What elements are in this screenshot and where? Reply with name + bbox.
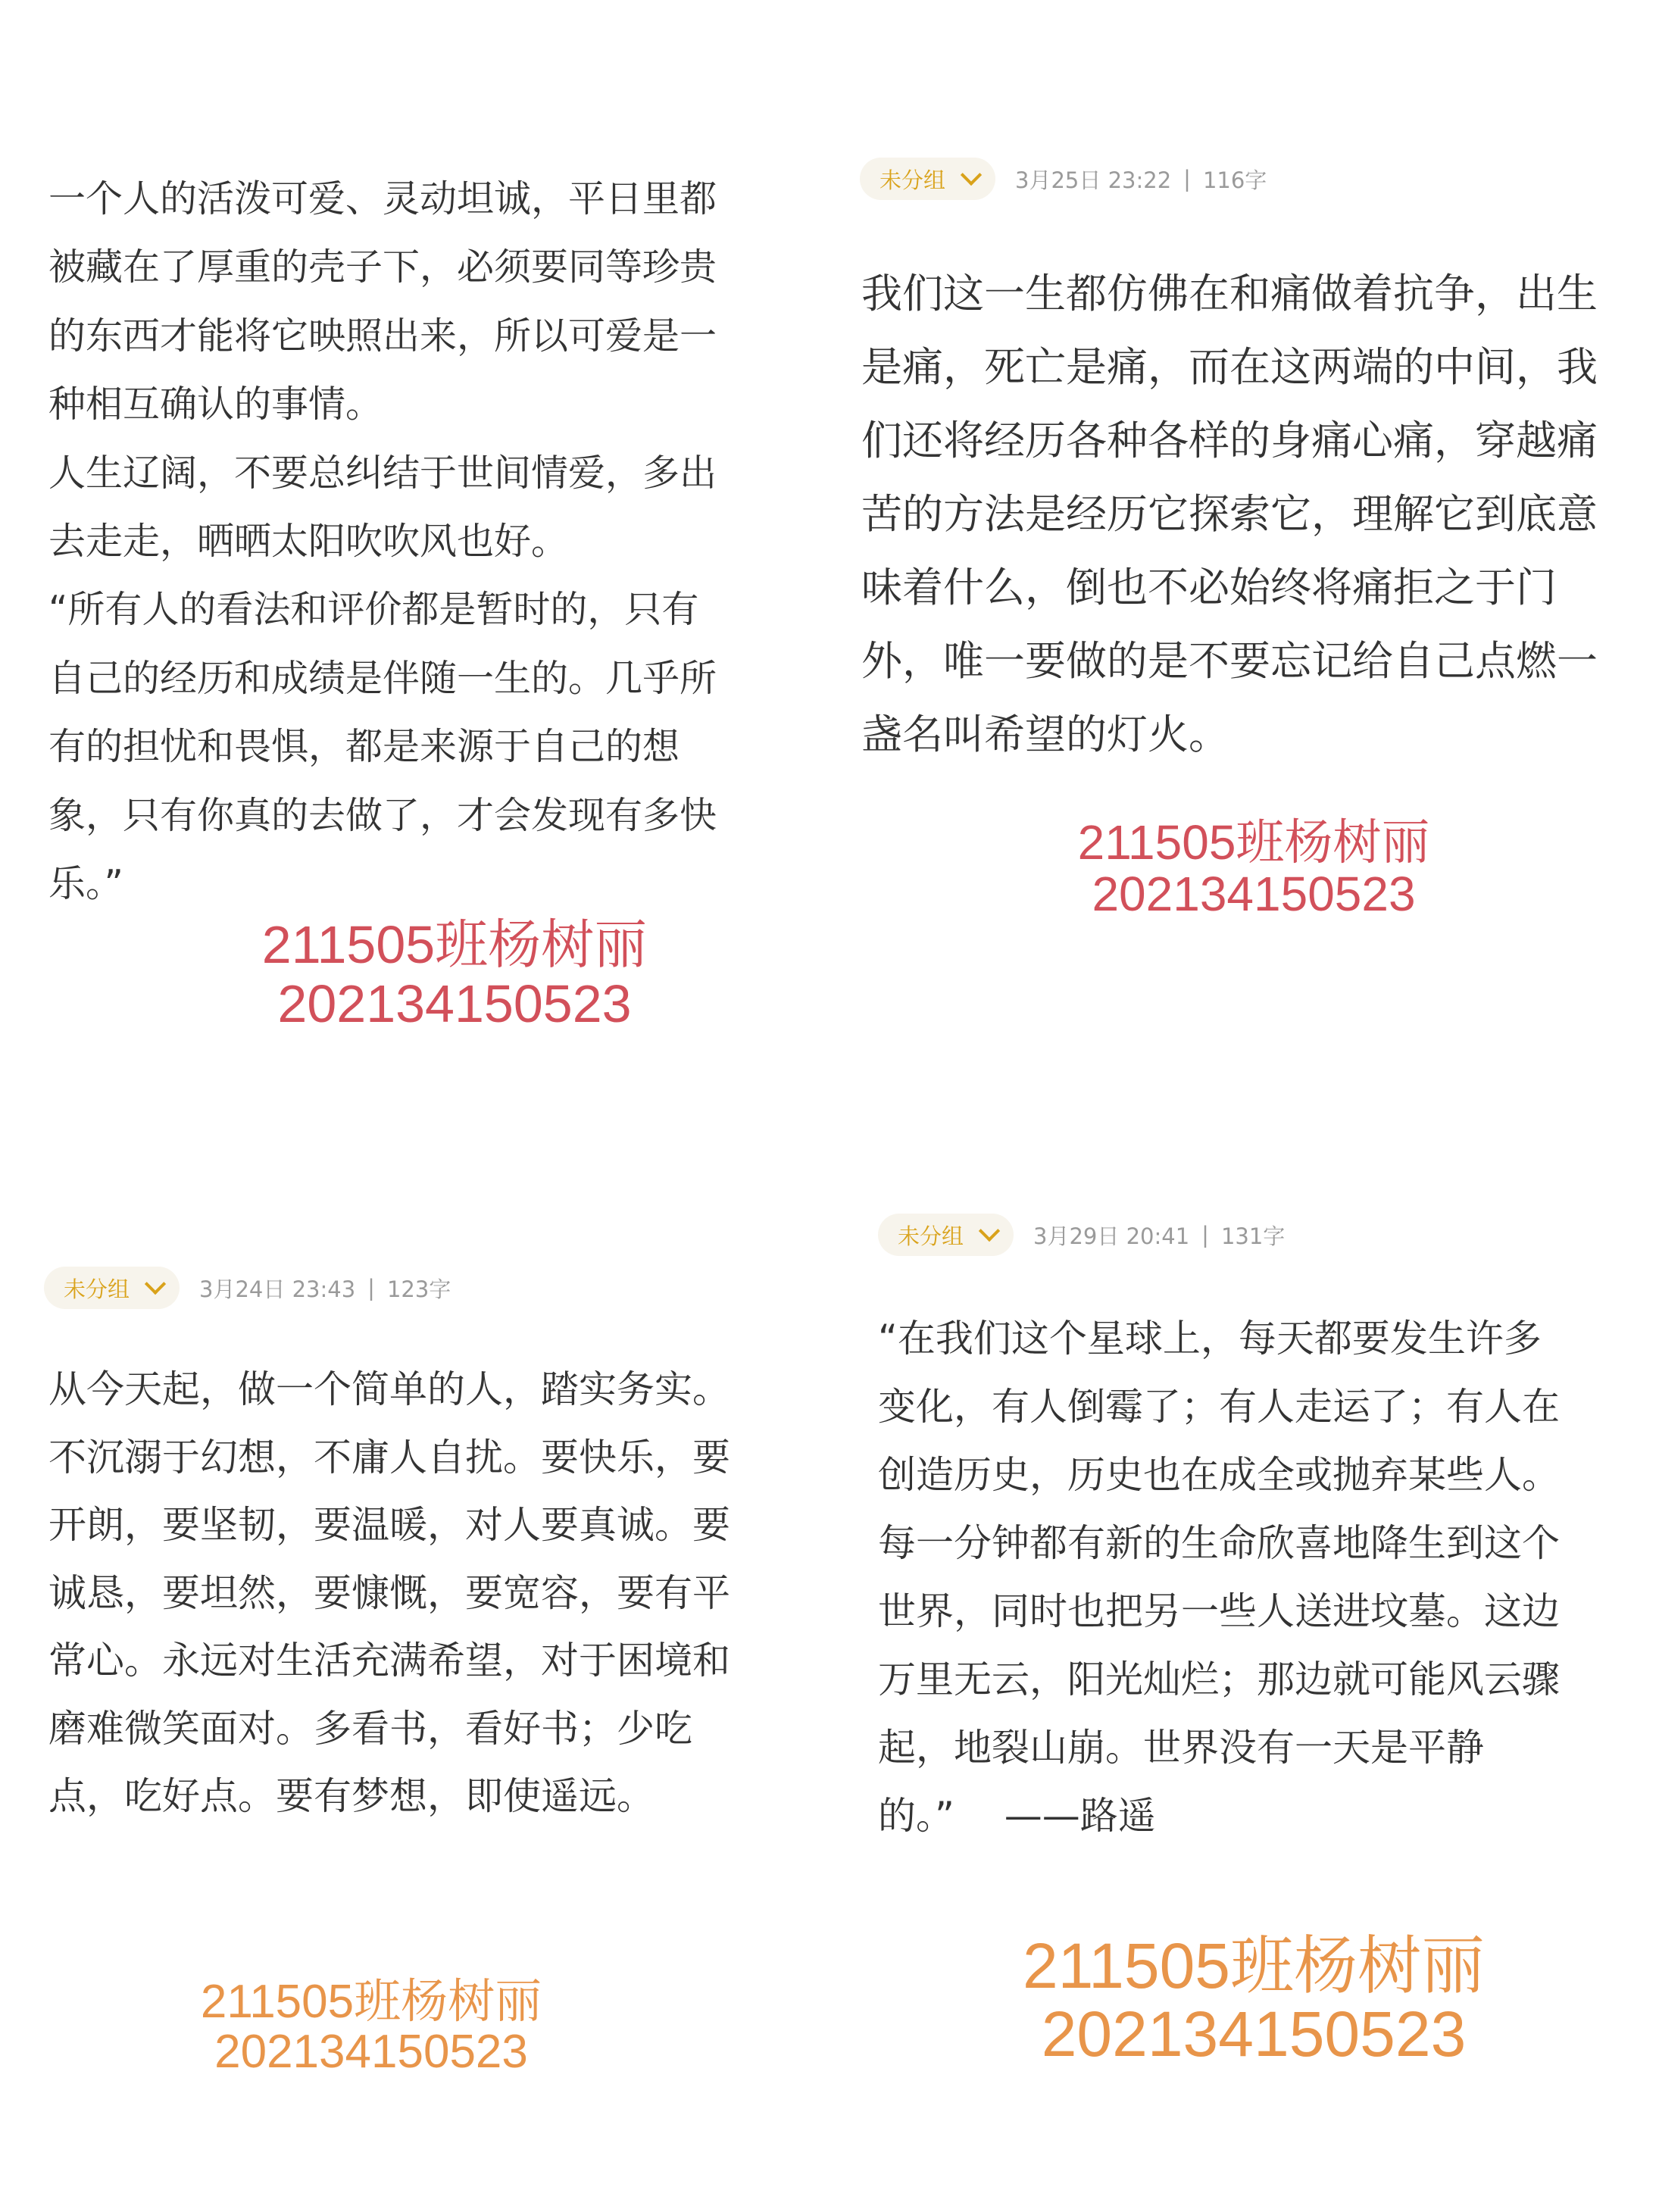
watermark-stamp xyxy=(212,915,697,1033)
note-line: 一个人的活泼可爱、灵动坦诚，平日里都 xyxy=(48,177,717,220)
stamp-student-id: 202134150523 xyxy=(1041,1998,1467,2070)
note-line: 起，地裂山崩。世界没有一天是平静 xyxy=(878,1726,1484,1770)
note-line: 每一分钟都有新的生命欣喜地降生到这个 xyxy=(878,1521,1560,1565)
note-line: 有的担忧和畏惧，都是来源于自己的想 xyxy=(48,725,680,769)
note-line: 创造历史，历史也在成全或抛弃某些人。 xyxy=(878,1453,1560,1497)
stamp-student-id: 202134150523 xyxy=(1092,867,1416,921)
stamp-class-name: 211505班杨树丽 xyxy=(1022,1930,1486,2001)
note-panel-4 xyxy=(830,1136,1659,2212)
meta-separator: | xyxy=(367,1275,375,1301)
note-line: 盏名叫希望的灯火。 xyxy=(861,711,1229,758)
group-label: 未分组 xyxy=(879,167,946,193)
note-line: 点，吃好点。要有梦想，即使遥远。 xyxy=(48,1774,655,1818)
note-line: 种相互确认的事情。 xyxy=(48,383,383,426)
group-dropdown[interactable] xyxy=(878,1214,1014,1256)
note-line: “所有人的看法和评价都是暂时的，只有 xyxy=(48,588,699,632)
note-line: 人生辽阔，不要总纠结于世间情爱，多出 xyxy=(48,451,717,495)
group-dropdown[interactable] xyxy=(860,158,995,200)
chevron-down-icon xyxy=(979,1220,1000,1242)
note-line: 从今天起，做一个简单的人，踏实务实。 xyxy=(48,1367,730,1411)
note-line: “在我们这个星球上，每天都要发生许多 xyxy=(878,1317,1542,1361)
note-line: 我们这一生都仿佛在和痛做着抗争，出生 xyxy=(861,270,1598,317)
note-line: 是痛，死亡是痛，而在这两端的中间，我 xyxy=(861,343,1598,391)
note-line: 乐。” xyxy=(48,862,123,906)
note-body xyxy=(861,257,1598,771)
note-line: 味着什么，倒也不必始终将痛拒之于门 xyxy=(861,564,1557,611)
word-count: 131字 xyxy=(1220,1223,1286,1249)
meta-separator: | xyxy=(1201,1222,1209,1248)
chevron-down-icon xyxy=(961,164,982,186)
note-line: 们还将经历各种各样的身痛心痛，穿越痛 xyxy=(861,417,1598,464)
note-line: 诚恳，要坦然，要慷慨，要宽容，要有平 xyxy=(48,1570,730,1615)
note-meta xyxy=(878,1212,1285,1258)
note-line: 被藏在了厚重的壳子下，必须要同等珍贵 xyxy=(48,245,717,289)
note-line: 外，唯一要做的是不要忘记给自己点燃一 xyxy=(861,637,1598,685)
note-panel-1 xyxy=(0,0,830,1136)
note-line: 磨难微笑面对。多看书，看好书；少吃 xyxy=(48,1706,692,1751)
group-dropdown[interactable] xyxy=(44,1267,180,1309)
stamp-class-name: 211505班杨树丽 xyxy=(200,1976,542,2028)
note-body xyxy=(878,1304,1560,1850)
word-count: 116字 xyxy=(1202,167,1267,193)
note-line: 去走走，晒晒太阳吹吹风也好。 xyxy=(48,520,569,564)
watermark-stamp xyxy=(996,1932,1511,2068)
note-datetime: 3月24日 23:43 xyxy=(199,1276,356,1302)
note-line: 万里无云，阳光灿烂；那边就可能风云骤 xyxy=(878,1657,1560,1701)
note-line: 自己的经历和成绩是伴随一生的。几乎所 xyxy=(48,656,717,700)
stamp-class-name: 211505班杨树丽 xyxy=(1077,815,1430,870)
stamp-student-id: 202134150523 xyxy=(277,974,632,1033)
note-body xyxy=(48,165,717,918)
meta-separator: | xyxy=(1183,166,1191,192)
watermark-stamp xyxy=(152,1977,591,2077)
word-count: 123字 xyxy=(386,1276,451,1302)
note-datetime: 3月29日 20:41 xyxy=(1033,1223,1190,1249)
group-label: 未分组 xyxy=(64,1276,130,1302)
note-panel-3 xyxy=(0,1136,830,2212)
group-label: 未分组 xyxy=(898,1223,964,1249)
note-line: 世界，同时也把另一些人送进坟墓。这边 xyxy=(878,1589,1560,1633)
note-panel-2 xyxy=(830,0,1659,1136)
note-datetime: 3月25日 23:22 xyxy=(1015,167,1172,193)
note-line: 象，只有你真的去做了，才会发现有多快 xyxy=(48,793,717,837)
note-line: 不沉溺于幻想，不庸人自扰。要快乐，要 xyxy=(48,1435,730,1479)
note-body xyxy=(48,1356,730,1831)
note-meta xyxy=(44,1265,451,1311)
stamp-class-name: 211505班杨树丽 xyxy=(261,915,648,974)
note-meta xyxy=(860,156,1267,202)
chevron-down-icon xyxy=(145,1273,166,1295)
note-line: 变化，有人倒霉了；有人走运了；有人在 xyxy=(878,1385,1560,1429)
note-line: 开朗，要坚韧，要温暖，对人要真诚。要 xyxy=(48,1503,730,1547)
watermark-stamp xyxy=(1026,817,1481,920)
stamp-student-id: 202134150523 xyxy=(214,2026,528,2078)
note-line: 的。” ——路遥 xyxy=(878,1794,1156,1838)
note-line: 苦的方法是经历它探索它，理解它到底意 xyxy=(861,490,1598,538)
note-line: 常心。永远对生活充满希望，对于困境和 xyxy=(48,1639,730,1682)
note-line: 的东西才能将它映照出来，所以可爱是一 xyxy=(48,314,717,358)
